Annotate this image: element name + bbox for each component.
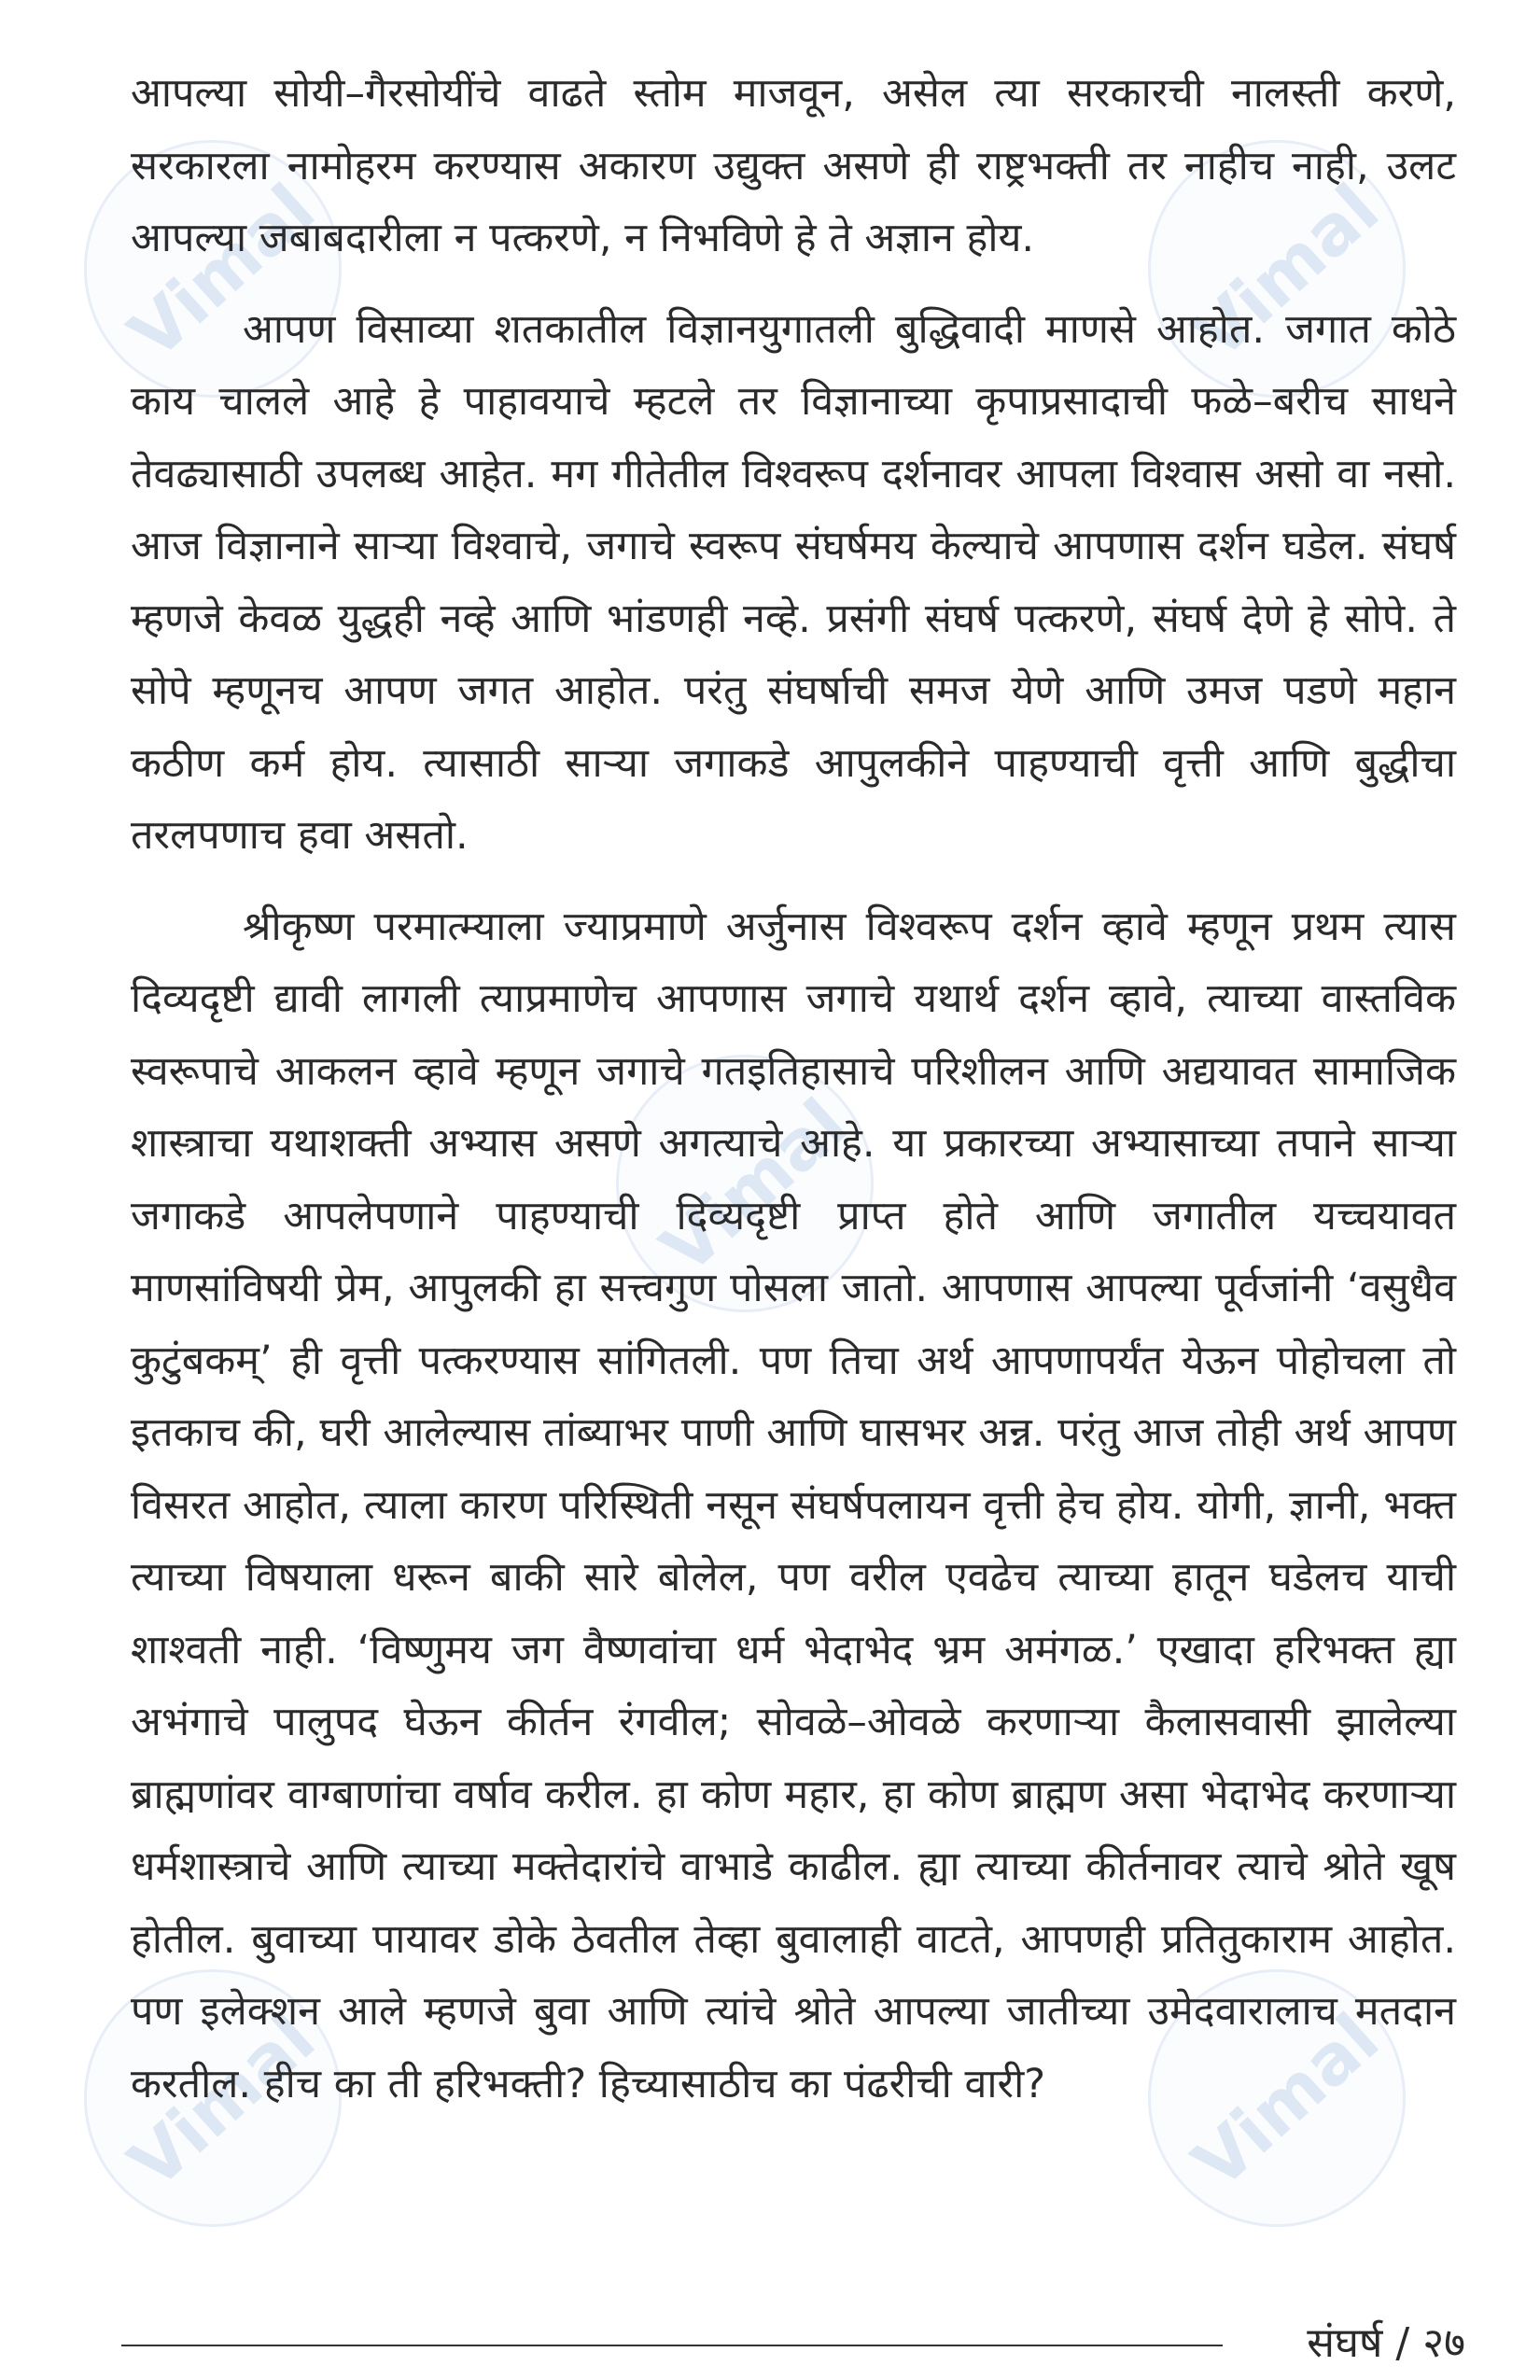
body-text [131, 58, 1456, 2139]
page-footer [121, 2313, 1465, 2369]
footer-page-label: संघर्ष / २७ [1307, 2319, 1465, 2367]
watermark-logo: Vimal [1148, 1969, 1406, 2227]
paragraph: श्रीकृष्ण परमात्म्याला ज्याप्रमाणे अर्जुनास विश्वरूप दर्शन व्हावे म्हणून प्रथम त्यास दिव्यदृष्टी द्यावी लागली त्याप्रमाणेच आपणास जगाचे यथार्थ दर्शन व्हावे, त्याच्या वास्तविक स्वरूपाचे आकलन व्हावे म्हणून जगाचे गतइतिहासाचे परिशीलन आणि अद्ययावत सामाजिक शास्त्राचा यथाशक्ती अभ्यास असणे अगत्याचे आहे. या प्रकारच्या अभ्यासाच्या तपाने साऱ्या जगाकडे आपलेपणाने पाहण्याची दिव्यदृष्टी प्राप्त होते आणि जगातील यच्चयावत माणसांविषयी प्रेम, आपुलकी हा सत्त्वगुण पोसला जातो. आपणास आपल्या पूर्वजांनी ‘वसुधैव कुटुंबकम्’ ही वृत्ती पत्करण्यास सांगितली. पण तिचा अर्थ आपणापर्यंत येऊन पोहोचला तो इतकाच की, घरी आलेल्यास तांब्याभर पाणी आणि घासभर अन्न. परंतु आज तोही अर्थ आपण विसरत आहोत, त्याला कारण परिस्थिती नसून संघर्षपलायन वृत्ती हेच होय. योगी, ज्ञानी, भक्त त्याच्या विषयाला धरून बाकी सारे बोलेल, पण वरील एवढेच त्याच्या हातून घडेलच याची शाश्वती नाही. ‘विष्णुमय जग वैष्णवांचा धर्म भेदाभेद भ्रम अमंगळ.’ एखादा हरिभक्त ह्या अभंगाचे पालुपद घेऊन कीर्तन रंगवील; सोवळे–ओवळे करणाऱ्या कैलासवासी झालेल्या ब्राह्मणांवर वाग्बाणांचा वर्षाव करील. हा कोण महार, हा कोण ब्राह्मण असा भेदाभेद करणाऱ्या धर्मशास्त्राचे आणि त्याच्या मक्तेदारांचे वाभाडे काढील. ह्या त्याच्या कीर्तनावर त्याचे श्रोते खूष होतील. बुवाच्या पायावर डोके ठेवतील तेव्हा बुवालाही वाटते, आपणही प्रतितुकाराम आहोत. पण इलेक्शन आले म्हणजे बुवा आणि त्यांचे श्रोते आपल्या जातीच्या उमेदवारालाच मतदान करतील. हीच का ती हरिभक्ती? हिच्यासाठीच का पंढरीची वारी? [131, 903, 1456, 2107]
watermark-logo: Vimal [84, 140, 342, 398]
watermark-logo: Vimal [84, 1969, 342, 2227]
footer-rule [121, 2345, 1223, 2346]
paragraph: आपल्या सोयी–गैरसोयींचे वाढते स्तोम माजवून, असेल त्या सरकारची नालस्ती करणे, सरकारला नामोहरम करण्यास अकारण उद्युक्त असणे ही राष्ट्रभक्ती तर नाहीच नाही, उलट आपल्या जबाबदारीला न पत्करणे, न निभविणे हे ते अज्ञान होय. [131, 70, 1456, 261]
watermark-logo: Vimal [1148, 140, 1406, 398]
watermark-logo: Vimal [616, 1055, 874, 1312]
paragraph: आपण विसाव्या शतकातील विज्ञानयुगातली बुद्धिवादी माणसे आहोत. जगात कोठे काय चालले आहे हे पाहावयाचे म्हटले तर विज्ञानाच्या कृपाप्रसादाची फळे–बरीच साधने तेवढ्यासाठी उपलब्ध आहेत. मग गीतेतील विश्वरूप दर्शनावर आपला विश्वास असो वा नसो. आज विज्ञानाने साऱ्या विश्वाचे, जगाचे स्वरूप संघर्षमय केल्याचे आपणास दर्शन घडेल. संघर्ष म्हणजे केवळ युद्धही नव्हे आणि भांडणही नव्हे. प्रसंगी संघर्ष पत्करणे, संघर्ष देणे हे सोपे. ते सोपे म्हणूनच आपण जगत आहोत. परंतु संघर्षाची समज येणे आणि उमज पडणे महान कठीण कर्म होय. त्यासाठी साऱ्या जगाकडे आपुलकीने पाहण्याची वृत्ती आणि बुद्धीचा तरलपणाच हवा असतो. [131, 305, 1456, 859]
